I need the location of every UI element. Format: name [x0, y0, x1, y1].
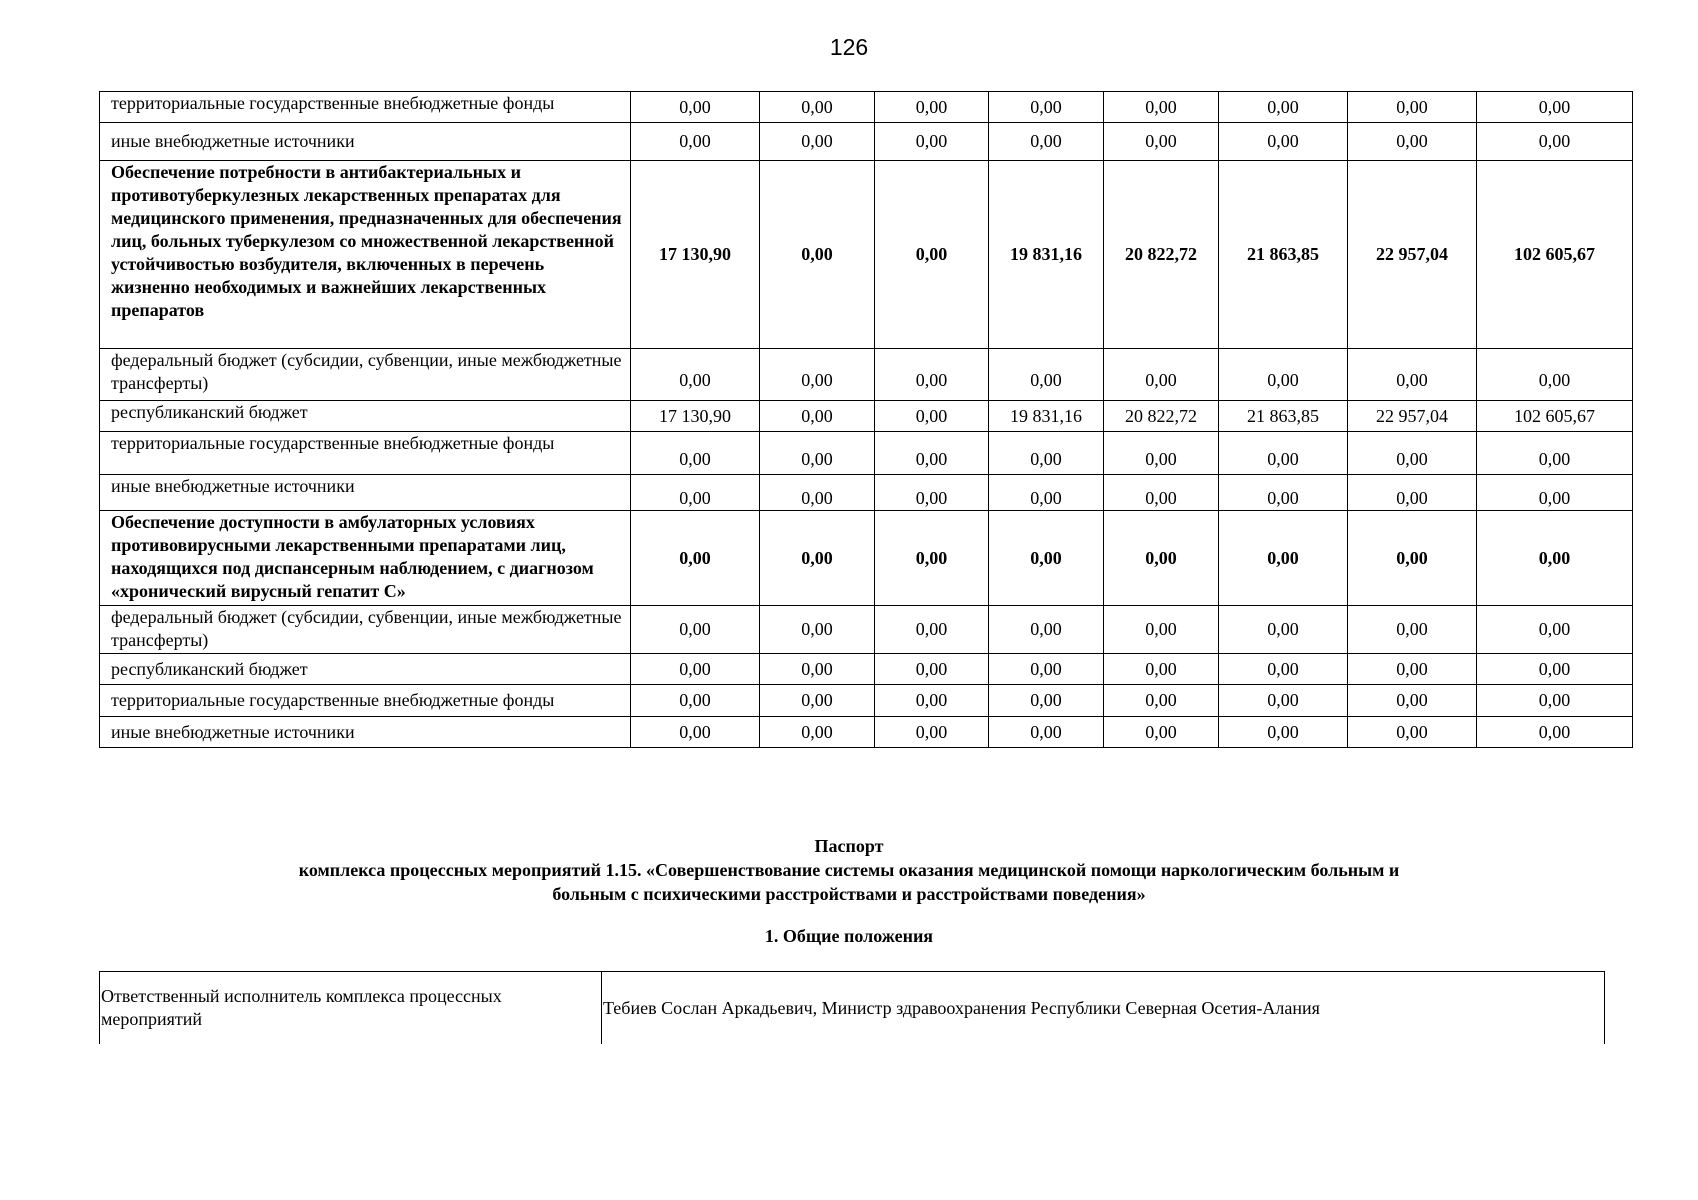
value-cell: 0,00 — [631, 92, 760, 123]
value-cell: 0,00 — [875, 475, 989, 511]
section-title: 1. Общие положения — [764, 926, 934, 946]
value-cell: 0,00 — [1477, 685, 1633, 717]
value-cell: 0,00 — [1348, 606, 1477, 654]
value-cell: 0,00 — [1477, 511, 1633, 606]
general-info-table — [99, 971, 1605, 1044]
responsible-executor-value: Тебиев Сослан Аркадьевич, Министр здравоохранения Республики Северная Осетия-Алания — [602, 972, 1605, 1045]
row-label: территориальные государственные внебюджетные фонды — [100, 432, 631, 475]
value-cell: 0,00 — [760, 685, 875, 717]
value-cell: 22 957,04 — [1348, 401, 1477, 432]
value-cell: 0,00 — [1219, 654, 1348, 685]
value-cell: 0,00 — [1348, 685, 1477, 717]
row-label: республиканский бюджет — [100, 654, 631, 685]
table-row — [100, 475, 1633, 511]
value-cell: 0,00 — [1348, 475, 1477, 511]
value-cell: 0,00 — [875, 432, 989, 475]
value-cell: 0,00 — [875, 717, 989, 748]
value-cell: 0,00 — [1348, 511, 1477, 606]
value-cell: 0,00 — [875, 123, 989, 161]
value-cell: 0,00 — [1348, 717, 1477, 748]
row-label: Обеспечение доступности в амбулаторных условиях противовирусными лекарственными препаратами лиц, находящихся под диспансерным наблюдением, с диагнозом «хронический вирусный гепатит С» — [100, 511, 631, 606]
value-cell: 0,00 — [1219, 349, 1348, 401]
row-label: Обеспечение потребности в антибактериальных и противотуберкулезных лекарственных препаратах для медицинского применения, предназначенных для обеспечения лиц, больных туберкулезом со множественной лекарственной устойчивостью возбудителя, включенных в перечень жизненно необходимых и важнейших лекарственных препаратов — [100, 161, 631, 349]
value-cell: 0,00 — [1219, 475, 1348, 511]
value-cell: 0,00 — [1104, 685, 1219, 717]
passport-subtitle-line-2: больным с психическими расстройствами и расстройствами поведения» — [552, 884, 1146, 904]
value-cell: 0,00 — [760, 475, 875, 511]
value-cell: 0,00 — [989, 475, 1104, 511]
value-cell: 0,00 — [631, 511, 760, 606]
table-row — [100, 717, 1633, 748]
row-label: федеральный бюджет (субсидии, субвенции, иные межбюджетные трансферты) — [100, 349, 631, 401]
value-cell: 0,00 — [875, 685, 989, 717]
value-cell: 0,00 — [875, 606, 989, 654]
table-row — [100, 685, 1633, 717]
value-cell: 0,00 — [760, 654, 875, 685]
value-cell: 0,00 — [1477, 717, 1633, 748]
row-label: республиканский бюджет — [100, 401, 631, 432]
value-cell: 0,00 — [760, 401, 875, 432]
value-cell: 0,00 — [1104, 475, 1219, 511]
value-cell: 102 605,67 — [1477, 401, 1633, 432]
passport-subtitle-line-1: комплекса процессных мероприятий 1.15. «Совершенствование системы оказания медицинской помощи наркологическим больным и — [298, 860, 1400, 880]
value-cell: 0,00 — [1348, 654, 1477, 685]
value-cell: 0,00 — [760, 92, 875, 123]
value-cell: 0,00 — [1219, 685, 1348, 717]
value-cell: 0,00 — [760, 717, 875, 748]
value-cell: 0,00 — [1104, 432, 1219, 475]
table-row — [100, 606, 1633, 654]
value-cell: 0,00 — [1219, 511, 1348, 606]
value-cell: 0,00 — [1104, 92, 1219, 123]
value-cell: 0,00 — [1477, 654, 1633, 685]
row-label: федеральный бюджет (субсидии, субвенции, иные межбюджетные трансферты) — [100, 606, 631, 654]
value-cell: 0,00 — [1219, 432, 1348, 475]
value-cell: 0,00 — [631, 349, 760, 401]
table-row — [100, 161, 1633, 349]
value-cell: 0,00 — [760, 161, 875, 349]
value-cell: 0,00 — [989, 123, 1104, 161]
value-cell: 17 130,90 — [631, 161, 760, 349]
value-cell: 0,00 — [1477, 475, 1633, 511]
row-label: территориальные государственные внебюджетные фонды — [100, 92, 631, 123]
row-label: территориальные государственные внебюджетные фонды — [100, 685, 631, 717]
value-cell: 0,00 — [875, 511, 989, 606]
value-cell: 0,00 — [760, 511, 875, 606]
value-cell: 0,00 — [760, 123, 875, 161]
value-cell: 0,00 — [875, 401, 989, 432]
value-cell: 0,00 — [1104, 606, 1219, 654]
value-cell: 0,00 — [1104, 349, 1219, 401]
value-cell: 21 863,85 — [1219, 401, 1348, 432]
value-cell: 0,00 — [989, 349, 1104, 401]
value-cell: 22 957,04 — [1348, 161, 1477, 349]
table-row — [100, 349, 1633, 401]
table-row — [100, 654, 1633, 685]
value-cell: 19 831,16 — [989, 161, 1104, 349]
value-cell: 0,00 — [1477, 432, 1633, 475]
value-cell: 0,00 — [989, 432, 1104, 475]
value-cell: 0,00 — [1104, 123, 1219, 161]
row-label: иные внебюджетные источники — [100, 123, 631, 161]
table-row — [100, 511, 1633, 606]
value-cell: 0,00 — [760, 606, 875, 654]
value-cell: 0,00 — [989, 654, 1104, 685]
value-cell: 0,00 — [989, 685, 1104, 717]
value-cell: 0,00 — [989, 511, 1104, 606]
value-cell: 0,00 — [989, 606, 1104, 654]
value-cell: 0,00 — [875, 161, 989, 349]
table-row — [100, 123, 1633, 161]
responsible-executor-label: Ответственный исполнитель комплекса процессных мероприятий — [100, 972, 602, 1045]
value-cell: 0,00 — [1348, 123, 1477, 161]
page-number: 126 — [829, 34, 869, 60]
value-cell: 0,00 — [1477, 606, 1633, 654]
value-cell: 0,00 — [1219, 92, 1348, 123]
value-cell: 0,00 — [1104, 717, 1219, 748]
value-cell: 21 863,85 — [1219, 161, 1348, 349]
table-row — [100, 92, 1633, 123]
value-cell: 0,00 — [631, 432, 760, 475]
value-cell: 0,00 — [760, 349, 875, 401]
row-label: иные внебюджетные источники — [100, 475, 631, 511]
table-row — [100, 432, 1633, 475]
value-cell: 0,00 — [875, 349, 989, 401]
value-cell: 0,00 — [631, 123, 760, 161]
value-cell: 0,00 — [989, 717, 1104, 748]
value-cell: 0,00 — [1348, 349, 1477, 401]
value-cell: 0,00 — [1477, 349, 1633, 401]
value-cell: 0,00 — [1348, 432, 1477, 475]
row-label: иные внебюджетные источники — [100, 717, 631, 748]
value-cell: 0,00 — [989, 92, 1104, 123]
value-cell: 0,00 — [1348, 92, 1477, 123]
value-cell: 0,00 — [1219, 123, 1348, 161]
value-cell: 0,00 — [1219, 606, 1348, 654]
value-cell: 0,00 — [1477, 92, 1633, 123]
passport-heading — [0, 834, 1698, 906]
value-cell: 0,00 — [875, 654, 989, 685]
value-cell: 0,00 — [1477, 123, 1633, 161]
value-cell: 0,00 — [631, 475, 760, 511]
table-row — [100, 972, 1605, 1045]
value-cell: 0,00 — [631, 685, 760, 717]
value-cell: 0,00 — [760, 432, 875, 475]
value-cell: 102 605,67 — [1477, 161, 1633, 349]
value-cell: 0,00 — [1104, 511, 1219, 606]
value-cell: 0,00 — [1104, 654, 1219, 685]
value-cell: 0,00 — [631, 606, 760, 654]
value-cell: 20 822,72 — [1104, 161, 1219, 349]
value-cell: 0,00 — [631, 717, 760, 748]
funding-table — [99, 91, 1633, 748]
value-cell: 17 130,90 — [631, 401, 760, 432]
value-cell: 20 822,72 — [1104, 401, 1219, 432]
value-cell: 0,00 — [1219, 717, 1348, 748]
table-row — [100, 401, 1633, 432]
value-cell: 0,00 — [631, 654, 760, 685]
value-cell: 0,00 — [875, 92, 989, 123]
value-cell: 19 831,16 — [989, 401, 1104, 432]
passport-title: Паспорт — [814, 836, 884, 856]
